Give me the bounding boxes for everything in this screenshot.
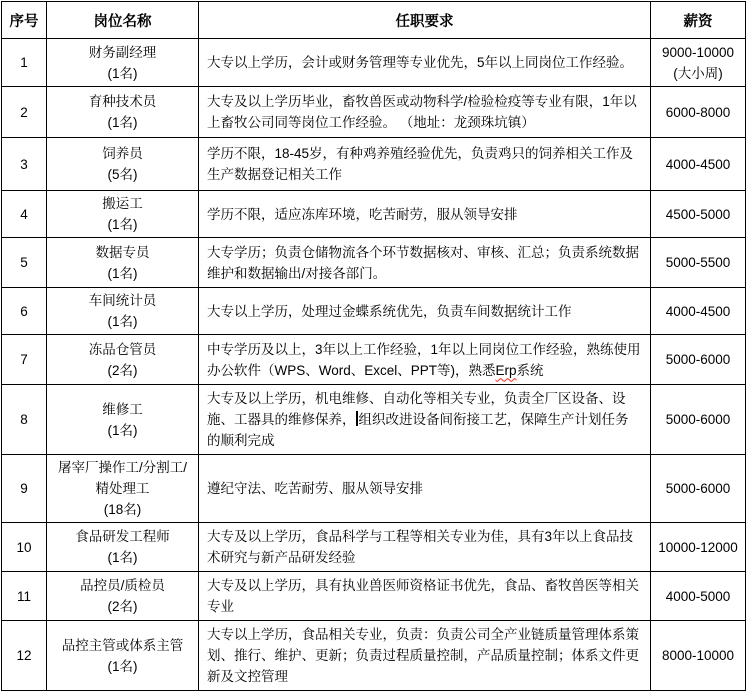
salary-cell[interactable] xyxy=(651,191,746,238)
row-number-cell[interactable]: 8 xyxy=(2,385,47,455)
position-name: 精处理工 xyxy=(95,481,150,496)
position-headcount: (1名) xyxy=(107,65,138,81)
position-name: 搬运工 xyxy=(102,196,143,211)
requirement-text: 中专学历及以上，3年以上工作经验，1年以上同岗位工作经验，熟练使用办公软件（WPS、Word、Excel、PPT等)，熟悉 xyxy=(207,341,641,378)
position-cell[interactable] xyxy=(47,87,199,138)
salary-cell[interactable] xyxy=(651,238,746,288)
requirements-cell[interactable] xyxy=(199,455,651,523)
position-headcount: (2名) xyxy=(107,599,138,614)
row-number-cell[interactable]: 2 xyxy=(2,87,47,138)
requirement-text: 大专及以上学历毕业，畜牧兽医或动物科学/检验检疫等专业有限，1年以上畜牧公司同等岗位工作经验。 （地址：龙颈珠坑镇） xyxy=(207,94,637,130)
row-number-cell[interactable]: 7 xyxy=(2,335,47,385)
position-cell[interactable] xyxy=(47,288,199,335)
position-cell[interactable] xyxy=(47,238,199,288)
salary-range: 10000-12000 xyxy=(658,539,738,555)
table-row xyxy=(2,238,746,288)
position-headcount: (1名) xyxy=(107,115,138,130)
salary-range: 5000-6000 xyxy=(665,412,731,427)
salary-cell[interactable] xyxy=(651,385,746,455)
position-cell[interactable] xyxy=(47,455,199,523)
requirement-text: 大专以上学历，食品相关专业，负责：负责公司全产业链质量管理体系策划、推行、维护、更新；负责过程质量控制，产品质量控制；体系文件更新及文控管理 xyxy=(207,627,639,684)
salary-range: 4000-5000 xyxy=(665,588,731,604)
position-name: 屠宰厂操作工/分割工/ xyxy=(57,460,187,475)
position-cell[interactable] xyxy=(47,621,199,691)
salary-cell[interactable] xyxy=(651,572,746,621)
salary-range: 5000-5500 xyxy=(665,255,731,270)
salary-cell[interactable] xyxy=(651,138,746,191)
salary-range: 5000-6000 xyxy=(665,352,731,367)
requirements-cell[interactable] xyxy=(199,523,651,572)
requirement-text: 组织改进设备间衔接工艺，保障生产计划任务的顺利完成 xyxy=(207,412,629,448)
requirement-text: 大专及以上学历，机电维修、自动化等相关专业，负责全厂区设备、设施、工器具的维修保养， xyxy=(207,391,626,427)
header-position-name: 岗位名称 xyxy=(47,2,199,39)
table-row xyxy=(2,335,746,385)
salary-cell[interactable] xyxy=(651,621,746,691)
position-name: 饲养员 xyxy=(102,146,143,161)
salary-range: 4000-4500 xyxy=(665,156,731,172)
salary-cell[interactable] xyxy=(651,288,746,335)
requirements-cell[interactable] xyxy=(199,238,651,288)
requirement-text: 大专学历；负责仓储物流各个环节数据核对、审核、汇总；负责系统数据维护和数据输出/对接各部门。 xyxy=(207,244,639,281)
position-cell[interactable] xyxy=(47,335,199,385)
requirements-cell[interactable] xyxy=(199,39,651,87)
salary-cell[interactable] xyxy=(651,335,746,385)
position-name: 数据专员 xyxy=(95,244,150,260)
table-body xyxy=(2,39,746,691)
requirement-text: 大专以上学历，处理过金蝶系统优先，负责车间数据统计工作 xyxy=(207,303,572,319)
salary-cell[interactable] xyxy=(651,87,746,138)
requirements-cell[interactable] xyxy=(199,138,651,191)
position-name: 维修工 xyxy=(102,401,143,417)
table-row xyxy=(2,138,746,191)
position-cell[interactable] xyxy=(47,191,199,238)
position-cell[interactable] xyxy=(47,523,199,572)
salary-range: 4500-5000 xyxy=(665,206,731,222)
position-headcount: (18名) xyxy=(103,502,142,517)
misspelled-word: Erp xyxy=(495,362,517,378)
position-headcount: (2名) xyxy=(107,362,138,378)
position-name: 品控员/质检员 xyxy=(80,578,165,593)
position-headcount: (1名) xyxy=(107,422,138,438)
row-number-cell[interactable]: 10 xyxy=(2,523,47,572)
table-row xyxy=(2,523,746,572)
salary-range: 8000-10000 xyxy=(661,648,735,663)
requirement-text: 系统 xyxy=(516,362,544,378)
table-header-row xyxy=(2,2,746,39)
table-row xyxy=(2,39,746,87)
row-number-cell[interactable]: 12 xyxy=(2,621,47,691)
table-row xyxy=(2,288,746,335)
row-number-cell[interactable]: 4 xyxy=(2,191,47,238)
position-cell[interactable] xyxy=(47,138,199,191)
requirement-text: 大专及以上学历，食品科学与工程等相关专业为佳，具有3年以上食品技术研究与新产品研发经验 xyxy=(207,529,634,565)
requirement-text: 遵纪守法、吃苦耐劳、服从领导安排 xyxy=(207,481,423,496)
requirements-cell[interactable] xyxy=(199,621,651,691)
position-headcount: (5名) xyxy=(107,167,138,182)
position-headcount: (1名) xyxy=(107,217,138,232)
requirement-text: 大专及以上学历，具有执业兽医师资格证书优先，食品、畜牧兽医等相关专业 xyxy=(207,578,639,614)
requirements-cell[interactable] xyxy=(199,335,651,385)
requirements-cell[interactable] xyxy=(199,385,651,455)
position-name: 车间统计员 xyxy=(88,293,157,308)
salary-range: 6000-8000 xyxy=(665,104,731,120)
row-number-cell[interactable]: 6 xyxy=(2,288,47,335)
table-row xyxy=(2,455,746,523)
row-number-cell[interactable]: 5 xyxy=(2,238,47,288)
position-headcount: (1名) xyxy=(107,265,138,281)
position-headcount: (1名) xyxy=(107,658,138,674)
header-serial-number: 序号 xyxy=(2,2,47,39)
position-headcount: (1名) xyxy=(107,550,138,565)
row-number-cell[interactable]: 9 xyxy=(2,455,47,523)
row-number-cell[interactable]: 1 xyxy=(2,39,47,87)
position-cell[interactable] xyxy=(47,385,199,455)
job-positions-table xyxy=(1,1,746,691)
row-number-cell[interactable]: 3 xyxy=(2,138,47,191)
requirements-cell[interactable] xyxy=(199,87,651,138)
position-name: 育种技术员 xyxy=(88,94,157,109)
position-name: 财务副经理 xyxy=(88,44,157,60)
requirements-cell[interactable] xyxy=(199,572,651,621)
position-cell[interactable] xyxy=(47,39,199,87)
salary-cell[interactable] xyxy=(651,39,746,87)
position-name: 品控主管或体系主管 xyxy=(61,637,184,653)
table-row xyxy=(2,572,746,621)
position-cell[interactable] xyxy=(47,572,199,621)
table-row xyxy=(2,87,746,138)
salary-range: 9000-10000 xyxy=(661,44,735,60)
position-name: 食品研发工程师 xyxy=(75,529,170,544)
salary-cell[interactable] xyxy=(651,523,746,572)
requirement-text: 学历不限，18-45岁，有种鸡养殖经验优先，负责鸡只的饲养相关工作及生产数据登记相关工作 xyxy=(207,146,634,182)
requirement-text: 学历不限，适应冻库环境，吃苦耐劳，服从领导安排 xyxy=(207,206,518,222)
header-salary: 薪资 xyxy=(651,2,746,39)
salary-cell[interactable] xyxy=(651,455,746,523)
header-job-requirements: 任职要求 xyxy=(199,2,651,39)
requirements-cell[interactable] xyxy=(199,288,651,335)
requirement-text: 大专以上学历，会计或财务管理等专业优先，5年以上同岗位工作经验。 xyxy=(207,55,634,70)
row-number-cell[interactable]: 11 xyxy=(2,572,47,621)
table-row xyxy=(2,385,746,455)
salary-range: 4000-4500 xyxy=(665,303,731,319)
position-headcount: (1名) xyxy=(107,314,138,329)
salary-range: 5000-6000 xyxy=(665,481,731,496)
table-row xyxy=(2,621,746,691)
table-row xyxy=(2,191,746,238)
requirements-cell[interactable] xyxy=(199,191,651,238)
position-name: 冻品仓管员 xyxy=(88,341,157,357)
salary-note: (大小周) xyxy=(673,65,723,81)
